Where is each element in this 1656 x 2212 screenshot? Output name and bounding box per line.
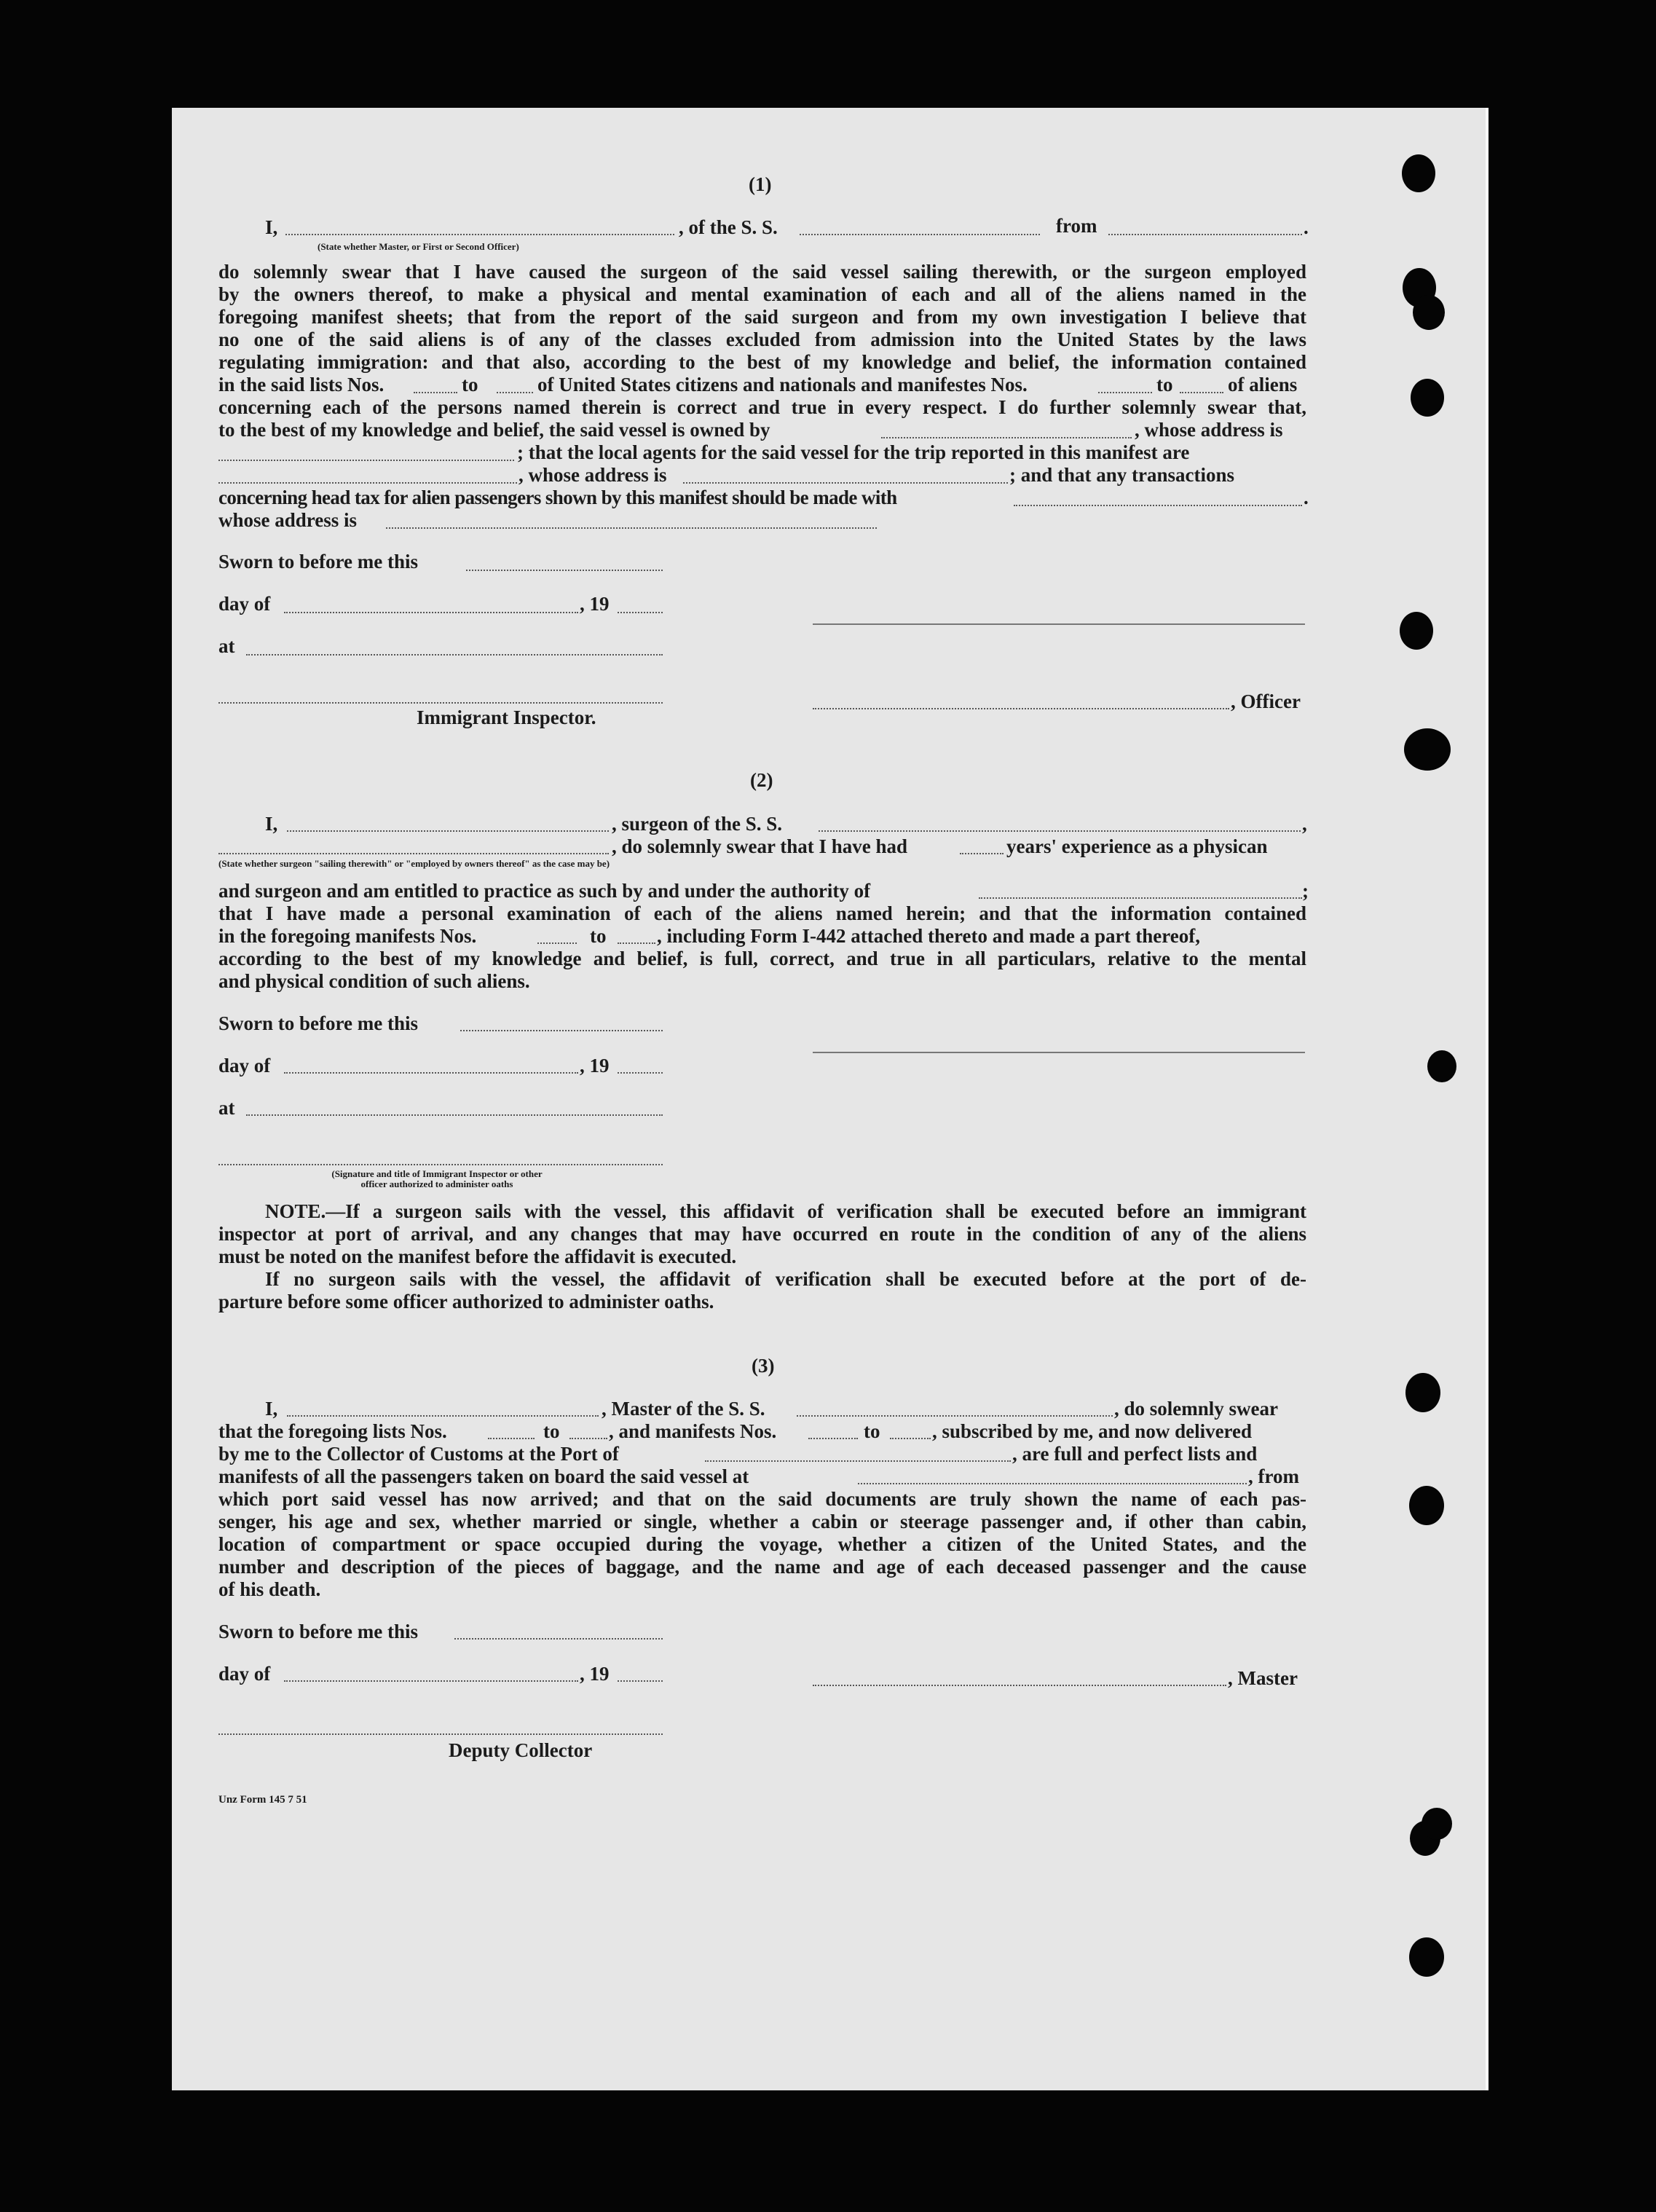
page-edge <box>1486 108 1489 2090</box>
field-label: whose address is <box>218 509 358 531</box>
oath-text-line: and physical condition of such aliens. <box>218 970 530 992</box>
day-of-field[interactable] <box>284 612 578 613</box>
field-label: of aliens <box>1228 374 1298 395</box>
port-of-field[interactable] <box>705 1460 1011 1462</box>
punch-hole <box>1422 1808 1452 1840</box>
field-label: , and manifests Nos. <box>609 1420 777 1442</box>
note-text-line: NOTE.—If a surgeon sails with the vessel, this affidavit of verification shall be executed before an immigrant <box>265 1200 1306 1222</box>
officer-signature-field[interactable] <box>813 708 1229 709</box>
section-number: (3) <box>752 1355 775 1377</box>
sworn-date-field[interactable] <box>460 1030 663 1031</box>
oath-text-line: no one of the said aliens is of any of the classes excluded from admission into the United States by the laws <box>218 328 1306 350</box>
vessel-name-field[interactable] <box>797 1415 1113 1417</box>
field-label: , subscribed by me, and now delivered <box>932 1420 1253 1442</box>
field-label: , from <box>1248 1465 1299 1487</box>
surgeon-vessel-field[interactable] <box>819 830 1301 832</box>
field-label: , whose address is <box>519 464 667 486</box>
master-name-field[interactable] <box>287 1415 599 1417</box>
section-number: (2) <box>750 769 773 791</box>
inspector-signature-field[interactable] <box>218 702 663 704</box>
field-note: (State whether Master, or First or Second Officer) <box>318 241 519 252</box>
oath-text-line: which port said vessel has now arrived; and that on the said documents are truly shown the name of each pas- <box>218 1488 1306 1510</box>
field-label: to <box>462 374 478 395</box>
port-taken-field[interactable] <box>858 1483 1247 1484</box>
manifest-to-field[interactable] <box>890 1438 931 1439</box>
at-field[interactable] <box>246 1114 663 1116</box>
list-to-field[interactable] <box>569 1438 607 1439</box>
field-label: years' experience as a physican <box>1006 835 1268 857</box>
oath-text-line: concerning each of the persons named therein is correct and true in every respect. I do further solemnly swear that, <box>218 396 1306 418</box>
field-label: Deputy Collector <box>449 1739 593 1761</box>
field-label: , do solemnly swear <box>1114 1398 1278 1420</box>
sworn-date-field[interactable] <box>466 570 663 571</box>
field-label: to <box>590 925 607 947</box>
field-label: Sworn to before me this <box>218 1621 418 1642</box>
inspector-signature-field[interactable] <box>218 1164 663 1165</box>
field-label: to <box>1156 374 1173 395</box>
field-label: in the foregoing manifests Nos. <box>218 925 477 947</box>
punctuation: . <box>1304 487 1309 508</box>
port-from-field[interactable] <box>1108 234 1302 235</box>
oath-text-line: regulating immigration: and that also, according to the best of my knowledge and belief, the information contained <box>218 351 1306 373</box>
authority-field[interactable] <box>979 897 1302 899</box>
field-label: in the said lists Nos. <box>218 374 385 395</box>
master-signature-field[interactable] <box>813 623 1305 625</box>
field-label: , Officer <box>1231 690 1301 712</box>
field-label: ; that the local agents for the said vessel for the trip reported in this manifest are <box>517 441 1190 463</box>
vessel-name-field[interactable] <box>800 234 1040 235</box>
field-label: , of the S. S. <box>679 216 778 238</box>
oath-text-line: according to the best of my knowledge and belief, is full, correct, and true in all particulars, relative to the mental <box>218 948 1306 969</box>
field-label: Sworn to before me this <box>218 551 418 572</box>
field-label: , whose address is <box>1135 419 1283 441</box>
punch-hole <box>1409 1486 1444 1525</box>
field-label: , Master <box>1228 1667 1298 1689</box>
oath-text-line: that I have made a personal examination of each of the aliens named herein; and that the information contained <box>218 902 1306 924</box>
punch-hole <box>1402 154 1435 192</box>
field-label: , do solemnly swear that I have had <box>612 835 908 857</box>
section-number: (1) <box>749 173 772 195</box>
field-label: ; and that any transactions <box>1009 464 1235 486</box>
field-label: Immigrant Inspector. <box>417 706 596 728</box>
manifest-from-field[interactable] <box>537 942 577 944</box>
field-label: , 19 <box>580 1055 610 1077</box>
oath-text-line: foregoing manifest sheets; that from the report of the said surgeon and from my own investigation I believe that <box>218 306 1306 328</box>
agents-address-field[interactable] <box>683 482 1008 484</box>
agents-field[interactable] <box>218 482 517 484</box>
master-signature-field[interactable] <box>813 1685 1226 1686</box>
master-name-field[interactable] <box>285 234 674 235</box>
field-note: officer authorized to administer oaths <box>360 1178 513 1189</box>
field-label: that the foregoing lists Nos. <box>218 1420 447 1442</box>
year-field[interactable] <box>618 1680 663 1682</box>
oath-text-line: senger, his age and sex, whether married or single, whether a cabin or steerage passenger and, if other than cabin, <box>218 1511 1306 1532</box>
field-label: to <box>543 1420 560 1442</box>
year-field[interactable] <box>618 612 663 613</box>
field-label: , 19 <box>580 1663 610 1685</box>
surgeon-name-field[interactable] <box>287 830 609 832</box>
oath-text-line: do solemnly swear that I have caused the surgeon of the said vessel sailing therewith, or the surgeon employed <box>218 261 1306 283</box>
field-label: by me to the Collector of Customs at the Port of <box>218 1443 619 1465</box>
surgeon-status-field[interactable] <box>218 853 609 854</box>
list-from-field[interactable] <box>488 1438 535 1439</box>
note-text-line: parture before some officer authorized to administer oaths. <box>218 1291 714 1312</box>
punch-hole <box>1411 379 1444 417</box>
field-label: day of <box>218 1055 271 1077</box>
field-label: , <box>1302 813 1307 835</box>
field-label: concerning head tax for alien passengers shown by this manifest should be made with <box>218 487 897 508</box>
field-label: from <box>1056 215 1097 237</box>
field-label: Sworn to before me this <box>218 1012 418 1034</box>
surgeon-signature-field[interactable] <box>813 1052 1305 1053</box>
oath-text-line: of his death. <box>218 1578 321 1600</box>
field-label: to the best of my knowledge and belief, the said vessel is owned by <box>218 419 770 441</box>
punch-hole <box>1405 1373 1440 1412</box>
field-label: of United States citizens and nationals and manifestes Nos. <box>537 374 1028 395</box>
field-label: manifests of all the passengers taken on board the said vessel at <box>218 1465 749 1487</box>
field-label: , are full and perfect lists and <box>1012 1443 1258 1465</box>
field-label: , surgeon of the S. S. <box>612 813 783 835</box>
manifest-to-field[interactable] <box>1180 392 1223 393</box>
punch-hole <box>1404 728 1451 771</box>
field-label: and surgeon and am entitled to practice as such by and under the authority of <box>218 880 871 902</box>
oath-text-line: location of compartment or space occupied during the voyage, whether a citizen of the United States, and the <box>218 1533 1306 1555</box>
head-tax-address-field[interactable] <box>386 527 877 529</box>
oath-text-line: number and description of the pieces of baggage, and the name and age of each deceased passenger and the cause <box>218 1556 1306 1578</box>
note-text-line: If no surgeon sails with the vessel, the affidavit of verification shall be executed before at the port of de- <box>265 1268 1306 1290</box>
oath-text-line: by the owners thereof, to make a physical and mental examination of each and all of the aliens named in the <box>218 283 1306 305</box>
day-of-field[interactable] <box>284 1680 578 1682</box>
deputy-signature-field[interactable] <box>218 1733 663 1735</box>
punctuation: . <box>1304 216 1309 238</box>
owner-field[interactable] <box>881 437 1132 438</box>
punch-hole <box>1400 612 1433 650</box>
sworn-date-field[interactable] <box>454 1638 663 1640</box>
field-label: day of <box>218 593 271 615</box>
field-label: at <box>218 1097 235 1119</box>
field-label: I, <box>265 216 278 238</box>
punch-hole <box>1413 295 1445 330</box>
owner-address-field[interactable] <box>218 460 514 461</box>
form-number: Unz Form 145 7 51 <box>218 1794 307 1806</box>
field-label: day of <box>218 1663 271 1685</box>
at-field[interactable] <box>246 654 663 656</box>
punch-hole <box>1427 1050 1456 1082</box>
field-label: I, <box>265 1398 278 1420</box>
list-to-field[interactable] <box>497 392 533 393</box>
note-text-line: inspector at port of arrival, and any changes that may have occurred en route in the condition of any of the aliens <box>218 1223 1306 1245</box>
years-experience-field[interactable] <box>960 853 1004 854</box>
list-from-field[interactable] <box>414 392 457 393</box>
year-field[interactable] <box>618 1072 663 1074</box>
field-label: , including Form I-442 attached thereto and made a part thereof, <box>657 925 1200 947</box>
manifest-to-field[interactable] <box>618 942 655 944</box>
field-label: I, <box>265 813 278 835</box>
field-note: (Signature and title of Immigrant Inspector or other <box>331 1168 543 1179</box>
field-label: ; <box>1302 880 1309 902</box>
day-of-field[interactable] <box>284 1072 578 1074</box>
field-label: , 19 <box>580 593 610 615</box>
field-note: (State whether surgeon "sailing therewith" or "employed by owners thereof" as the case may be) <box>218 858 610 869</box>
field-label: to <box>864 1420 880 1442</box>
field-label: at <box>218 635 235 657</box>
field-label: , Master of the S. S. <box>602 1398 765 1420</box>
manifest-from-field[interactable] <box>1098 392 1152 393</box>
head-tax-field[interactable] <box>1014 505 1302 506</box>
punch-hole <box>1409 1937 1444 1977</box>
manifest-from-field[interactable] <box>808 1438 858 1439</box>
note-text-line: must be noted on the manifest before the affidavit is executed. <box>218 1245 737 1267</box>
